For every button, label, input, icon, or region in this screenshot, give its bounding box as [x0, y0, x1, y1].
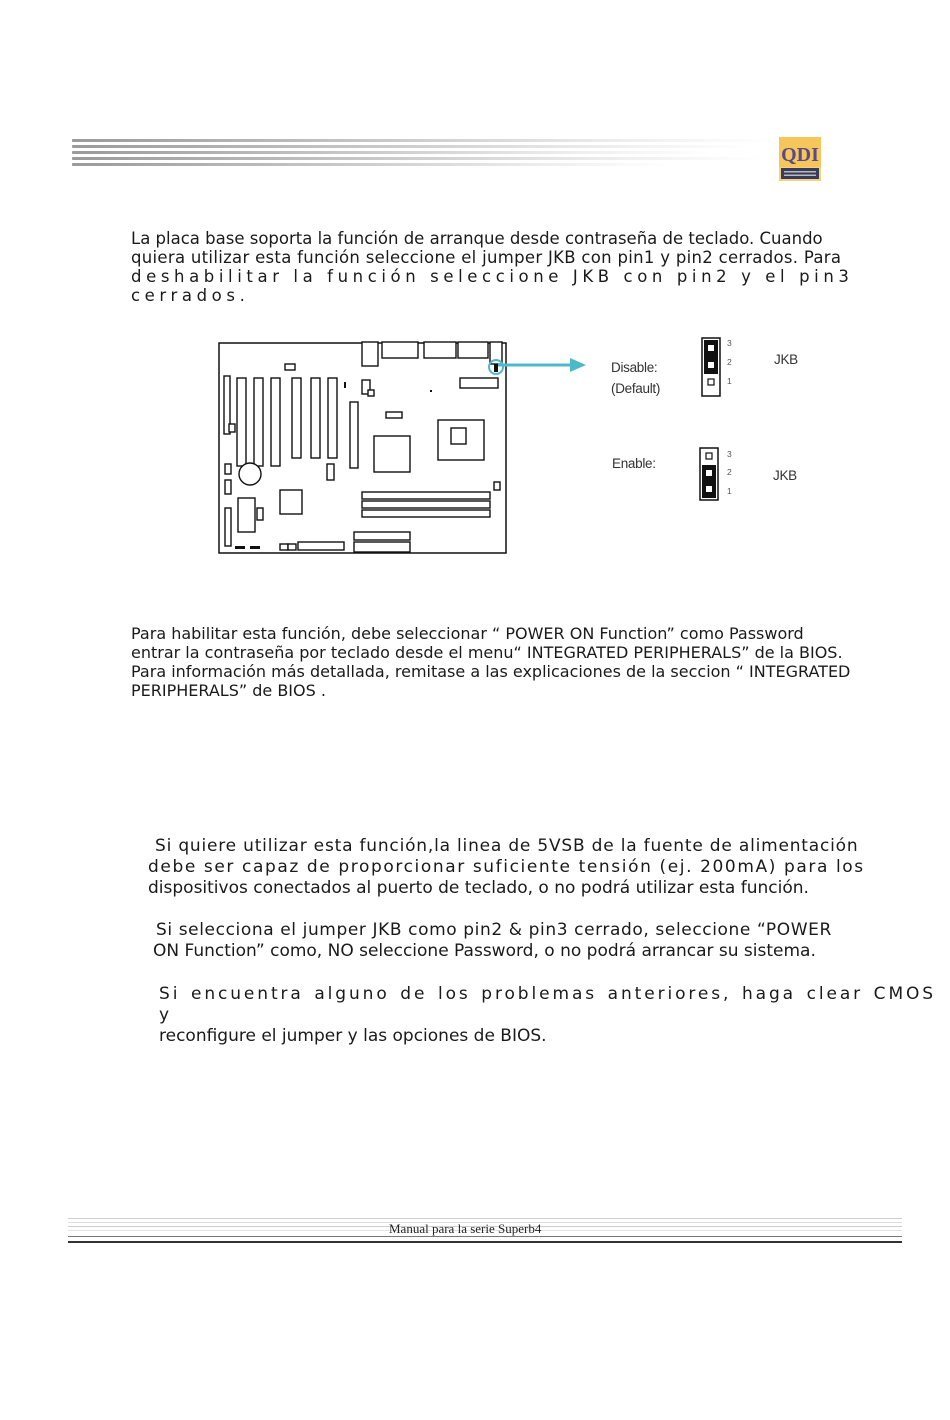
note-3-line-2: reconfigure el jumper y las opciones de BIOS. [159, 1026, 547, 1046]
note-1-line-3: dispositivos conectados al puerto de teclado, o no podrá utilizar esta función. [148, 878, 809, 898]
disable-pin-2: 2 [727, 357, 732, 367]
note-1-line-1: Si quiere utilizar esta función,la linea de 5VSB de la fuente de alimentación [155, 836, 859, 856]
note-2-line-2: ON Function” como, NO seleccione Password, o no podrá arrancar su sistema. [153, 941, 816, 961]
instructions-paragraph [131, 624, 936, 700]
disable-label: Disable: [611, 360, 658, 375]
motherboard-diagram [210, 336, 510, 560]
intro-line-1: La placa base soporta la función de arranque desde contraseña de teclado. Cuando [131, 229, 823, 248]
instructions-line-4: PERIPHERALS” de BIOS . [131, 681, 326, 700]
enable-label: Enable: [612, 456, 656, 471]
enable-pin-1: 1 [727, 486, 732, 496]
disable-pin-1: 1 [727, 376, 732, 386]
note-2-line-1: Si selecciona el jumper JKB como pin2 & pin3 cerrado, seleccione “POWER [156, 920, 832, 940]
qdi-logo [779, 137, 821, 181]
note-1-line-2: debe ser capaz de proporcionar suficiente tensión (ej. 200mA) para los [148, 857, 865, 877]
note-1 [148, 836, 936, 899]
jkb-label-disable: JKB [774, 352, 798, 367]
note-3 [159, 984, 936, 1047]
enable-pin-2: 2 [727, 467, 732, 477]
pointer-arrow-icon [498, 354, 588, 376]
logo-text: QDI [781, 144, 819, 166]
header-rule [72, 137, 772, 169]
jumper-enable-icon [699, 447, 719, 501]
note-3-line-1: Si encuentra alguno de los problemas anteriores, haga clear CMOS y [159, 984, 936, 1025]
instructions-line-3: Para información más detallada, remitase a las explicaciones de la seccion “ INTEGRATED [131, 662, 851, 681]
enable-pin-3: 3 [727, 449, 732, 459]
instructions-line-1: Para habilitar esta función, debe seleccionar “ POWER ON Function” como Password [131, 624, 804, 643]
note-2 [153, 920, 936, 962]
intro-paragraph [131, 229, 936, 305]
disable-pin-3: 3 [727, 338, 732, 348]
default-label: (Default) [611, 381, 661, 396]
footer-text: Manual para la serie Superb4 [389, 1221, 542, 1236]
jkb-label-enable: JKB [773, 468, 797, 483]
jumper-disable-icon [701, 337, 721, 397]
intro-line-2: quiera utilizar esta función seleccione el jumper JKB con pin1 y pin2 cerrados. Para [131, 248, 842, 267]
intro-line-3: deshabilitar la función seleccione JKB con pin2 y el pin3 cerrados. [131, 267, 854, 305]
instructions-line-2: entrar la contraseña por teclado desde el menu“ INTEGRATED PERIPHERALS” de la BIOS. [131, 643, 843, 662]
